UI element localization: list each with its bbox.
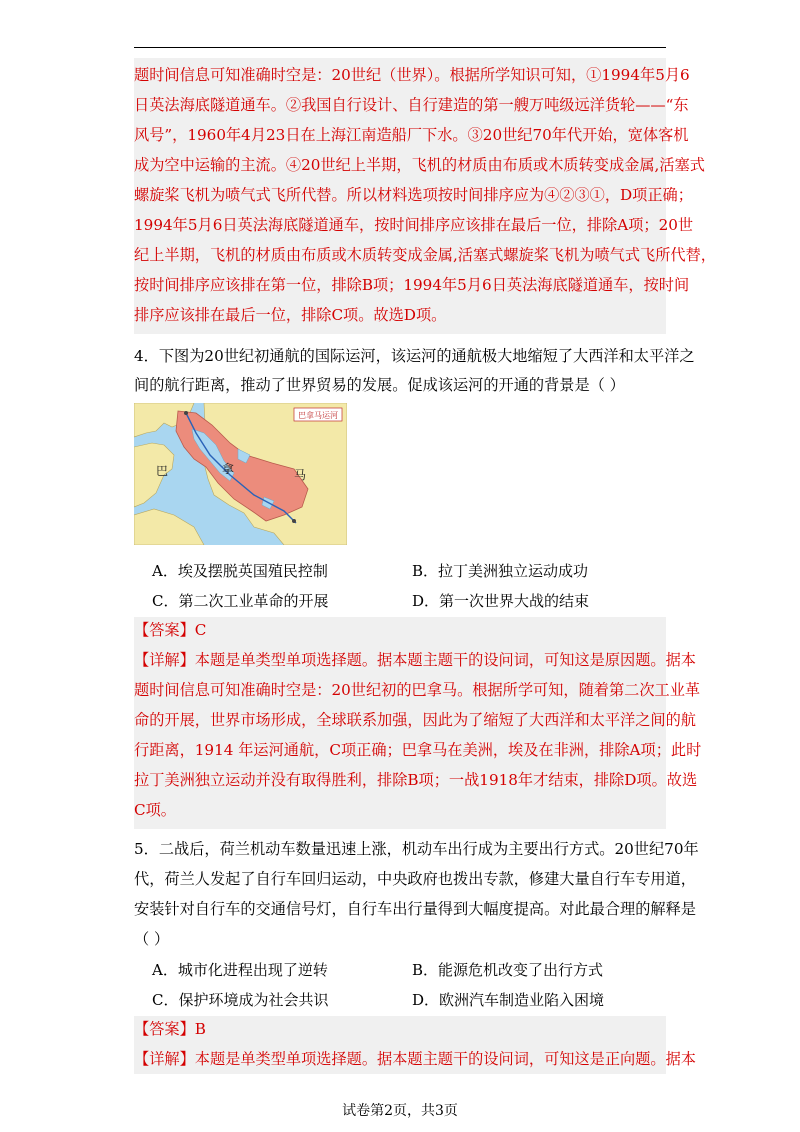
q5-stem-line: 安装针对自行车的交通信号灯，自行车出行量得到大幅度提高。对此最合理的解释是: [134, 900, 696, 918]
q4-detail-line: C项。: [134, 801, 176, 819]
page-footer: 试卷第2页，共3页: [342, 1103, 458, 1119]
q4-detail-line: 【详解】本题是单类型单项选择题。据本题主题干的设问词，可知这是原因题。据本: [134, 651, 696, 669]
q5-option-b: B．能源危机改变了出行方式: [412, 961, 604, 979]
map-label-na: 拿: [222, 462, 235, 476]
q5-answer: 【答案】B: [134, 1020, 206, 1038]
map-title: 巴拿马运河: [298, 411, 338, 420]
panama-canal-map: [134, 403, 347, 545]
q4-option-d: D．第一次世界大战的结束: [412, 592, 590, 610]
q5-stem-line: 5．二战后，荷兰机动车数量迅速上涨，机动车出行成为主要出行方式。20世纪70年: [134, 840, 699, 858]
q3-explanation-block: [134, 58, 716, 334]
q3-detail-line: 纪上半期，飞机的材质由布质或木质转变成金属,活塞式螺旋桨飞机为喷气式飞所代替，: [134, 246, 716, 264]
panama-map-image: [134, 403, 347, 545]
q5-option-d: D．欧洲汽车制造业陷入困境: [412, 991, 605, 1009]
q3-detail-line: 按时间排序应该排在第一位，排除B项；1994年5月6日英法海底隧道通车，按时间: [134, 276, 690, 294]
q4-option-a: A．埃及摆脱英国殖民控制: [152, 562, 328, 580]
q3-detail-line: 日英法海底隧道通车。②我国自行设计、自行建造的第一艘万吨级远洋货轮——“东: [134, 96, 689, 114]
q3-detail-line: 题时间信息可知准确时空是：20世纪（世界）。根据所学知识可知，①1994年5月6: [134, 66, 690, 84]
q5-answer-block: [134, 1016, 696, 1074]
q4-detail-line: 命的开展，世界市场形成，全球联系加强，因此为了缩短了大西洋和太平洋之间的航: [134, 711, 696, 729]
q4-detail-line: 拉丁美洲独立运动并没有取得胜利，排除B项；一战1918年才结束，排除D项。故选: [134, 771, 698, 789]
q3-detail-line: 1994年5月6日英法海底隧道通车，按时间排序应该排在最后一位，排除A项；20世: [134, 216, 694, 234]
header-rule: [134, 47, 666, 48]
q4-answer-block: [134, 617, 702, 829]
q4-option-b: B．拉丁美洲独立运动成功: [412, 562, 589, 580]
q5-option-c: C．保护环境成为社会共识: [152, 991, 329, 1009]
q4-stem-line: 4．下图为20世纪初通航的国际运河，该运河的通航极大地缩短了大西洋和太平洋之: [134, 347, 695, 365]
q5-option-a: A．城市化进程出现了逆转: [152, 961, 328, 979]
q3-detail-line: 成为空中运输的主流。④20世纪上半期，飞机的材质由布质或木质转变成金属,活塞式: [134, 156, 705, 174]
q4-stem-line: 间的航行距离，推动了世界贸易的发展。促成该运河的开通的背景是（ ）: [134, 376, 625, 394]
q3-detail-line: 螺旋桨飞机为喷气式飞所代替。所以材料选项按时间排序应为④②③①，D项正确；: [134, 186, 693, 204]
map-label-ba: 巴: [156, 464, 169, 478]
q3-detail-line: 排序应该排在最后一位，排除C项。故选D项。: [134, 306, 447, 324]
q5-detail-line: 【详解】本题是单类型单项选择题。据本题主题干的设问词，可知这是正向题。据本: [134, 1050, 696, 1068]
q4-answer: 【答案】C: [134, 621, 207, 639]
q4-detail-line: 题时间信息可知准确时空是：20世纪初的巴拿马。根据所学可知，随着第二次工业革: [134, 681, 701, 699]
q5-stem-line: 代，荷兰人发起了自行车回归运动，中央政府也拨出专款，修建大量自行车专用道，: [134, 870, 696, 888]
q4-detail-line: 行距离，1914 年运河通航，C项正确；巴拿马在美洲，埃及在非洲，排除A项；此时: [134, 741, 702, 759]
q4-option-c: C．第二次工业革命的开展: [152, 592, 329, 610]
q3-detail-line: 风号”，1960年4月23日在上海江南造船厂下水。③20世纪70年代开始，宽体客机: [134, 126, 689, 144]
q5-stem-line: （ ）: [134, 930, 170, 948]
map-label-ma: 马: [294, 468, 307, 482]
